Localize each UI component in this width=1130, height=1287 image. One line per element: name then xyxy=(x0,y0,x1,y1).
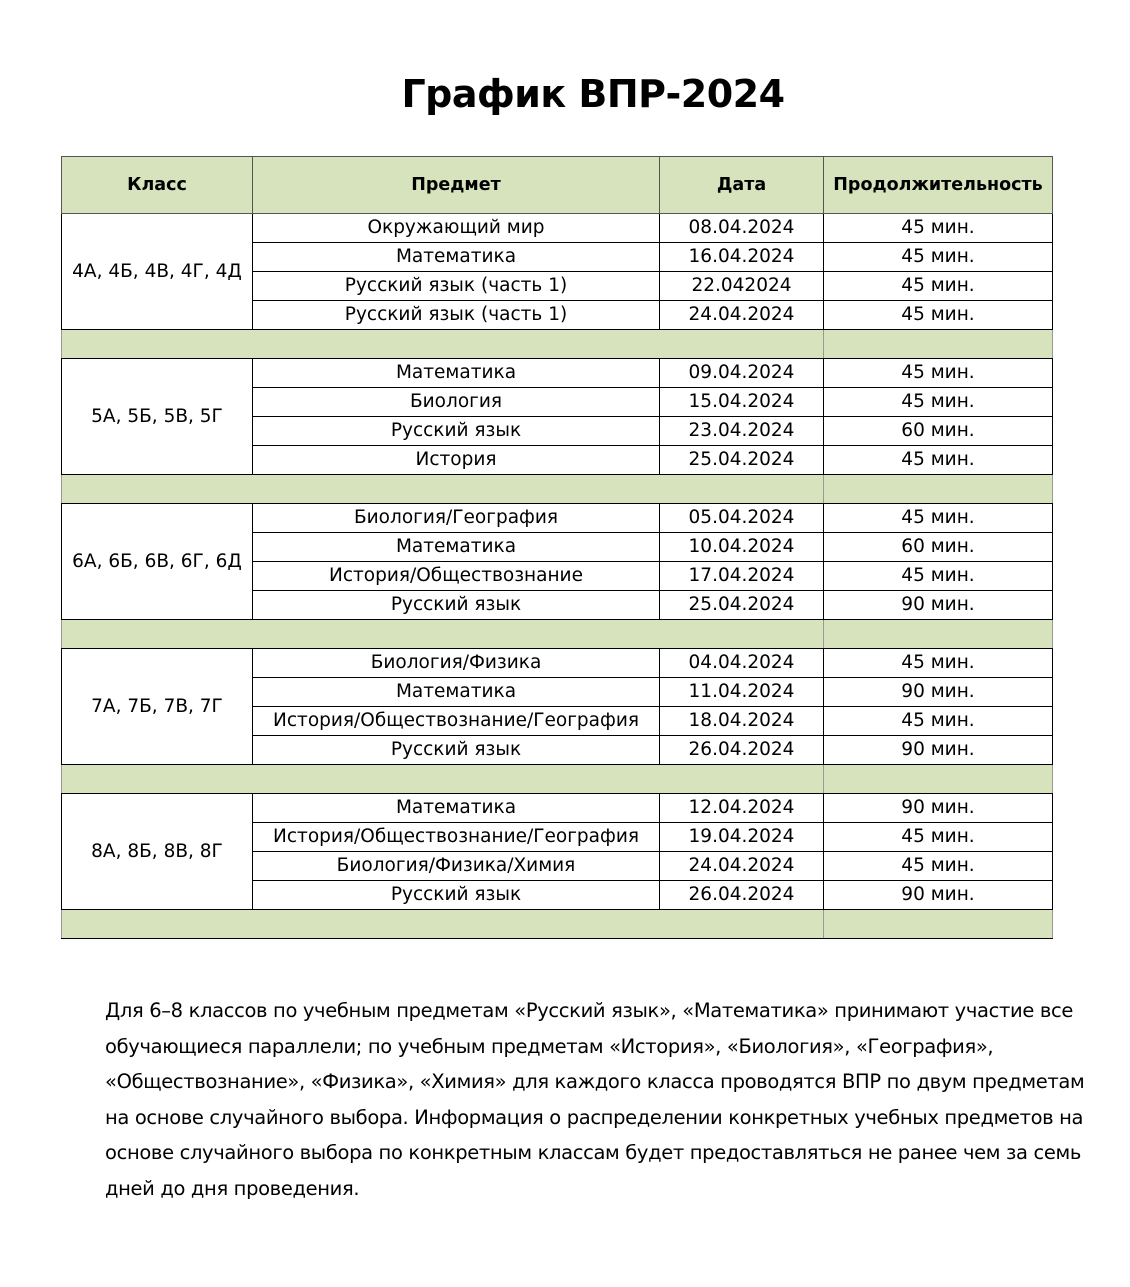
subject-cell: Математика xyxy=(253,243,660,272)
class-cell: 7А, 7Б, 7В, 7Г xyxy=(62,649,253,765)
subject-cell: История xyxy=(253,446,660,475)
date-cell: 24.04.2024 xyxy=(660,301,824,330)
date-cell: 22.042024 xyxy=(660,272,824,301)
duration-cell: 45 мин. xyxy=(824,301,1053,330)
date-cell: 11.04.2024 xyxy=(660,678,824,707)
date-cell: 25.04.2024 xyxy=(660,446,824,475)
table-row xyxy=(62,504,1053,533)
duration-cell: 45 мин. xyxy=(824,823,1053,852)
date-cell: 26.04.2024 xyxy=(660,881,824,910)
date-cell: 05.04.2024 xyxy=(660,504,824,533)
date-cell: 08.04.2024 xyxy=(660,214,824,243)
subject-cell: Русский язык xyxy=(253,417,660,446)
date-cell: 15.04.2024 xyxy=(660,388,824,417)
subject-cell: Русский язык xyxy=(253,736,660,765)
separator-cell xyxy=(62,910,824,939)
subject-cell: Биология xyxy=(253,388,660,417)
date-cell: 16.04.2024 xyxy=(660,243,824,272)
vpr-schedule-table xyxy=(61,156,1053,939)
subject-cell: Математика xyxy=(253,533,660,562)
duration-cell: 90 мин. xyxy=(824,678,1053,707)
table-row xyxy=(62,794,1053,823)
table-row xyxy=(62,649,1053,678)
date-cell: 12.04.2024 xyxy=(660,794,824,823)
separator-cell xyxy=(824,620,1053,649)
date-cell: 19.04.2024 xyxy=(660,823,824,852)
duration-cell: 60 мин. xyxy=(824,417,1053,446)
date-cell: 09.04.2024 xyxy=(660,359,824,388)
date-cell: 24.04.2024 xyxy=(660,852,824,881)
date-cell: 26.04.2024 xyxy=(660,736,824,765)
header-class: Класс xyxy=(62,157,253,214)
duration-cell: 45 мин. xyxy=(824,359,1053,388)
date-cell: 23.04.2024 xyxy=(660,417,824,446)
separator-cell xyxy=(62,765,824,794)
duration-cell: 90 мин. xyxy=(824,736,1053,765)
duration-cell: 45 мин. xyxy=(824,504,1053,533)
date-cell: 04.04.2024 xyxy=(660,649,824,678)
separator-cell xyxy=(824,765,1053,794)
subject-cell: Математика xyxy=(253,794,660,823)
separator-cell xyxy=(62,330,824,359)
duration-cell: 45 мин. xyxy=(824,649,1053,678)
separator-cell xyxy=(62,620,824,649)
duration-cell: 45 мин. xyxy=(824,214,1053,243)
date-cell: 10.04.2024 xyxy=(660,533,824,562)
duration-cell: 45 мин. xyxy=(824,243,1053,272)
table-row xyxy=(62,359,1053,388)
table-body xyxy=(62,214,1053,939)
separator-cell xyxy=(824,330,1053,359)
subject-cell: Русский язык (часть 1) xyxy=(253,272,660,301)
separator-cell xyxy=(824,910,1053,939)
subject-cell: История/Обществознание/География xyxy=(253,707,660,736)
separator-row xyxy=(62,330,1053,359)
subject-cell: Русский язык xyxy=(253,881,660,910)
separator-row xyxy=(62,765,1053,794)
duration-cell: 90 мин. xyxy=(824,591,1053,620)
subject-cell: Русский язык (часть 1) xyxy=(253,301,660,330)
table-row xyxy=(62,214,1053,243)
subject-cell: История/Обществознание xyxy=(253,562,660,591)
date-cell: 17.04.2024 xyxy=(660,562,824,591)
subject-cell: Биология/Физика/Химия xyxy=(253,852,660,881)
class-cell: 4А, 4Б, 4В, 4Г, 4Д xyxy=(62,214,253,330)
separator-row xyxy=(62,620,1053,649)
subject-cell: Математика xyxy=(253,359,660,388)
duration-cell: 45 мин. xyxy=(824,562,1053,591)
class-cell: 6А, 6Б, 6В, 6Г, 6Д xyxy=(62,504,253,620)
separator-cell xyxy=(62,475,824,504)
note-text-block xyxy=(105,993,1095,1206)
class-cell: 5А, 5Б, 5В, 5Г xyxy=(62,359,253,475)
date-cell: 25.04.2024 xyxy=(660,591,824,620)
separator-row xyxy=(62,910,1053,939)
date-cell: 18.04.2024 xyxy=(660,707,824,736)
subject-cell: История/Обществознание/География xyxy=(253,823,660,852)
duration-cell: 45 мин. xyxy=(824,707,1053,736)
subject-cell: Математика xyxy=(253,678,660,707)
header-date: Дата xyxy=(660,157,824,214)
note-paragraph: Для 6–8 классов по учебным предметам «Русский язык», «Математика» принимают участие все обучающиеся параллели; по учебным предметам «История», «Биология», «География», «Обществознание», «Физика», «Химия» для каждого класса проводятся ВПР по двум предметам на основе случайного выбора. Информация о распределении конкретных учебных предметов на основе случайного выбора по конкретным классам будет предоставляться не ранее чем за семь дней до дня проведения. xyxy=(105,999,1085,1200)
header-subject: Предмет xyxy=(253,157,660,214)
separator-row xyxy=(62,475,1053,504)
duration-cell: 45 мин. xyxy=(824,272,1053,301)
table-header-row xyxy=(62,157,1053,214)
separator-cell xyxy=(824,475,1053,504)
duration-cell: 90 мин. xyxy=(824,881,1053,910)
duration-cell: 45 мин. xyxy=(824,446,1053,475)
subject-cell: Биология/Физика xyxy=(253,649,660,678)
header-duration: Продолжительность xyxy=(824,157,1053,214)
subject-cell: Русский язык xyxy=(253,591,660,620)
subject-cell: Биология/География xyxy=(253,504,660,533)
duration-cell: 45 мин. xyxy=(824,852,1053,881)
duration-cell: 45 мин. xyxy=(824,388,1053,417)
duration-cell: 60 мин. xyxy=(824,533,1053,562)
subject-cell: Окружающий мир xyxy=(253,214,660,243)
duration-cell: 90 мин. xyxy=(824,794,1053,823)
class-cell: 8А, 8Б, 8В, 8Г xyxy=(62,794,253,910)
page-title: График ВПР-2024 xyxy=(401,72,785,116)
